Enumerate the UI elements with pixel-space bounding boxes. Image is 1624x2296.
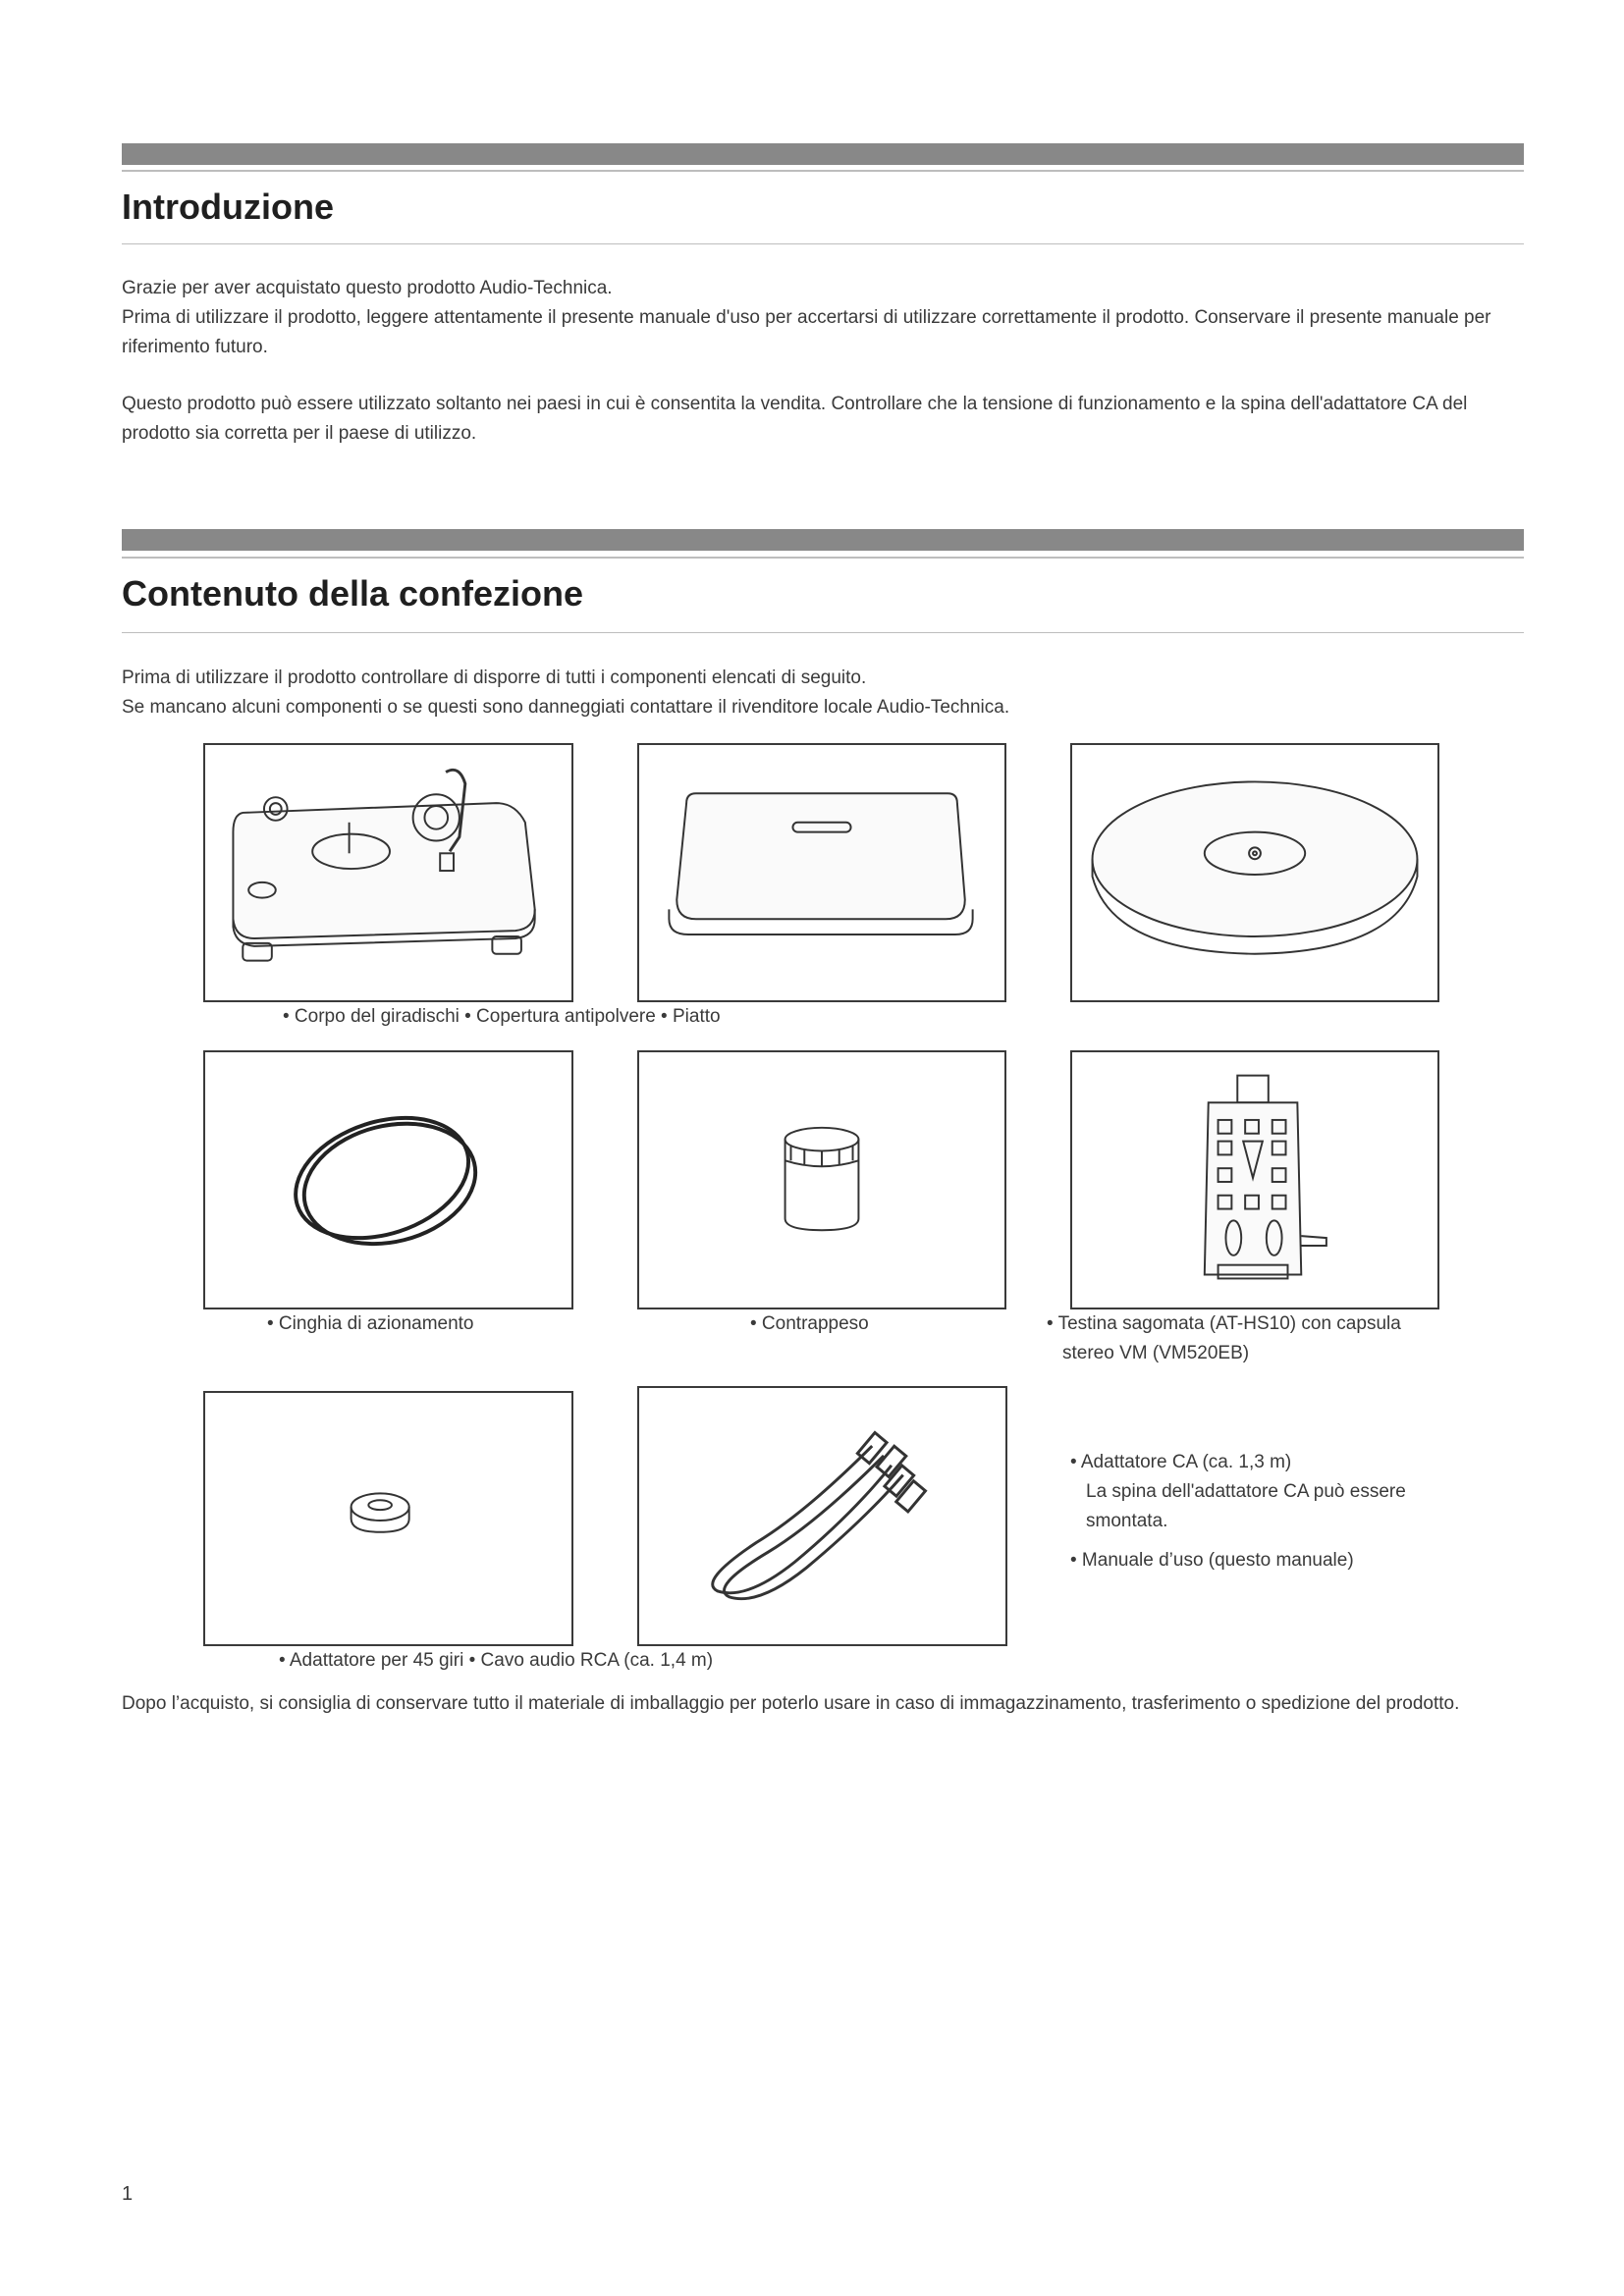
caption-counterweight: • Contrappeso (750, 1313, 869, 1334)
headshell-cartridge-image (1070, 1050, 1439, 1309)
intro-paragraph-3: Questo prodotto può essere utilizzato soltanto nei paesi in cui è consentita la vendita. Controllare che la tensione di funzionamento e la spina dell'adattatore CA del prodotto sia corretta per il paese di utilizzo. (122, 394, 1468, 444)
caption-row1: • Corpo del giradischi • Copertura antipolvere • Piatto (283, 1006, 721, 1027)
turntable-body-image (203, 743, 573, 1002)
section-bar-line-contents (122, 557, 1524, 559)
caption-ac-adapter-line2: La spina dell'adattatore CA può essere (1086, 1481, 1406, 1502)
intro-heading: Introduzione (122, 187, 334, 227)
contents-heading: Contenuto della confezione (122, 573, 584, 614)
contents-paragraph-2: Se mancano alcuni componenti o se questi sono danneggiati contattare il rivenditore locale Audio-Technica. (122, 697, 1010, 718)
caption-ac-adapter-line3: smontata. (1086, 1511, 1168, 1531)
intro-heading-rule (122, 243, 1524, 244)
caption-headshell-line2: stereo VM (VM520EB) (1062, 1343, 1250, 1363)
intro-paragraph-1: Grazie per aver acquistato questo prodotto Audio-Technica. (122, 278, 613, 298)
caption-headshell (1047, 1309, 1401, 1368)
contents-after-paragraph: Dopo l’acquisto, si consiglia di conservare tutto il materiale di imballaggio per poterlo usare in caso di immagazzinamento, trasferimento o spedizione del prodotto. (122, 1693, 1460, 1714)
45rpm-adapter-image (203, 1391, 573, 1646)
caption-headshell-line1: • Testina sagomata (AT-HS10) con capsula (1047, 1313, 1401, 1334)
caption-row3: • Adattatore per 45 giri • Cavo audio RCA (ca. 1,4 m) (279, 1650, 714, 1671)
dust-cover-image (637, 743, 1006, 1002)
drive-belt-image (203, 1050, 573, 1309)
section-bar-line-intro (122, 170, 1524, 172)
counterweight-image (637, 1050, 1006, 1309)
page-number: 1 (122, 2183, 134, 2205)
caption-ac-adapter (1070, 1448, 1406, 1536)
section-bar-contents (122, 529, 1524, 551)
intro-paragraph-2: Prima di utilizzare il prodotto, leggere attentamente il presente manuale d'uso per accertarsi di utilizzare correttamente il prodotto. Conservare il presente manuale per riferimento futuro. (122, 307, 1491, 357)
platter-image (1070, 743, 1439, 1002)
caption-manual: • Manuale d’uso (questo manuale) (1070, 1550, 1354, 1571)
section-bar-intro (122, 143, 1524, 165)
caption-belt: • Cinghia di azionamento (267, 1313, 474, 1334)
rca-cable-image (637, 1386, 1007, 1646)
caption-ac-adapter-line1: • Adattatore CA (ca. 1,3 m) (1070, 1452, 1292, 1472)
contents-paragraph-1: Prima di utilizzare il prodotto controllare di disporre di tutti i componenti elencati di seguito. (122, 667, 867, 688)
contents-heading-rule (122, 632, 1524, 633)
